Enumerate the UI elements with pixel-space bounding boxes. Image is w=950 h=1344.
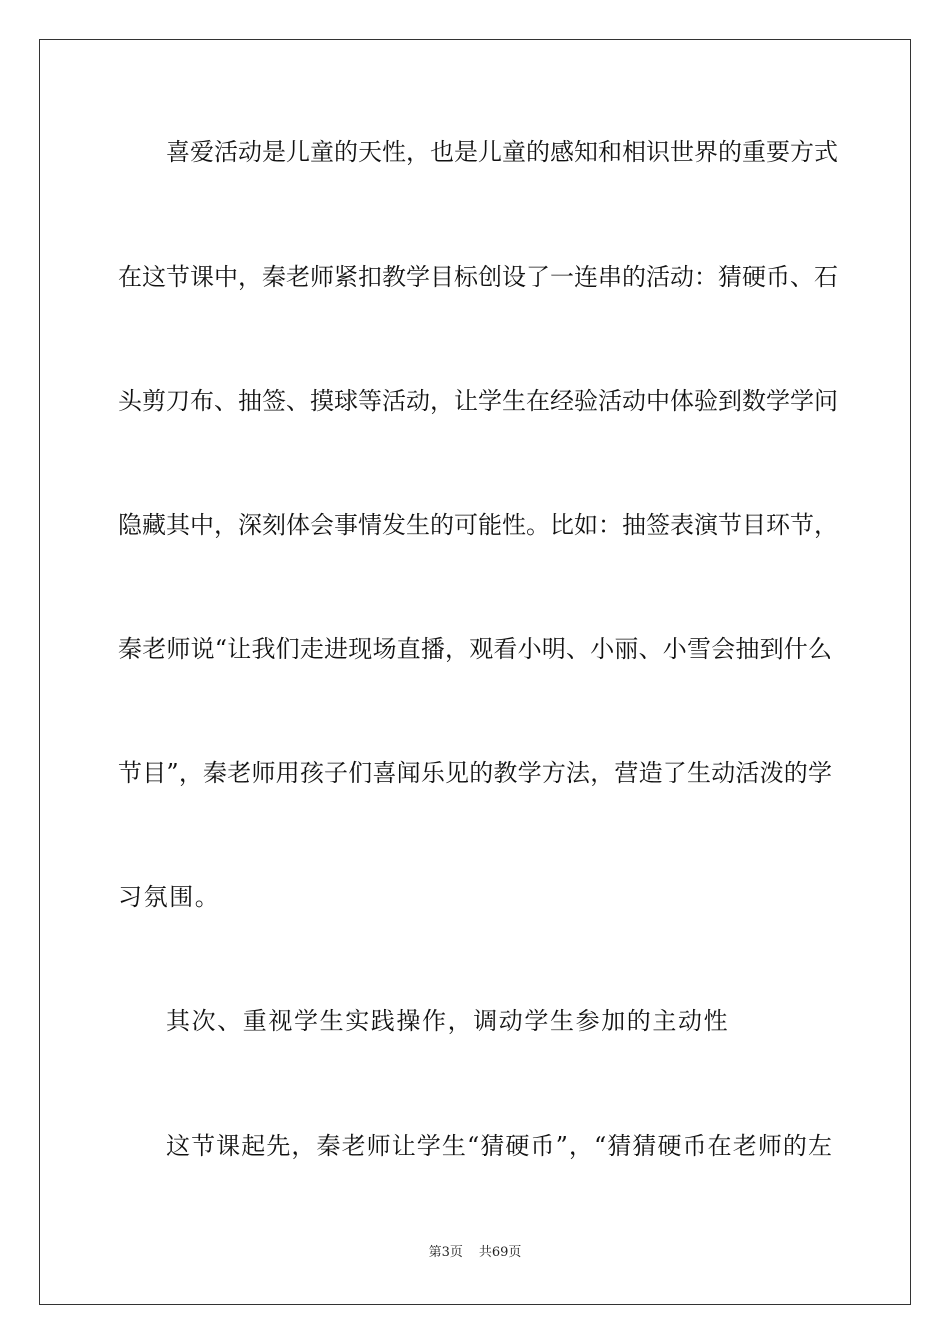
paragraph-line-6: 节目”，秦老师用孩子们喜闻乐见的教学方法，营造了生动活泼的学 [118,759,832,787]
paragraph-line-4: 隐藏其中，深刻体会事情发生的可能性。比如：抽签表演节目环节， [118,511,838,539]
paragraph-line-2: 在这节课中，秦老师紧扣教学目标创设了一连串的活动：猜硬币、石 [118,263,838,291]
paragraph-line-5: 秦老师说“让我们走进现场直播，观看小明、小丽、小雪会抽到什么 [118,635,832,663]
paragraph-line-7: 习氛围。 [118,883,221,911]
section-heading: 其次、重视学生实践操作，调动学生参加的主动性 [166,1007,730,1035]
page-number: 第3页 [428,1245,463,1260]
paragraph-line-1: 喜爱活动是儿童的天性，也是儿童的感知和相识世界的重要方式 [166,138,838,166]
paragraph-line-3: 头剪刀布、抽签、摸球等活动，让学生在经验活动中体验到数学学问 [118,387,838,415]
total-pages: 共69页 [478,1245,522,1260]
paragraph-line-9: 这节课起先，秦老师让学生“猜硬币”，“猜猜硬币在老师的左 [166,1132,832,1160]
page-footer [0,1244,950,1262]
page-border [39,39,911,1305]
